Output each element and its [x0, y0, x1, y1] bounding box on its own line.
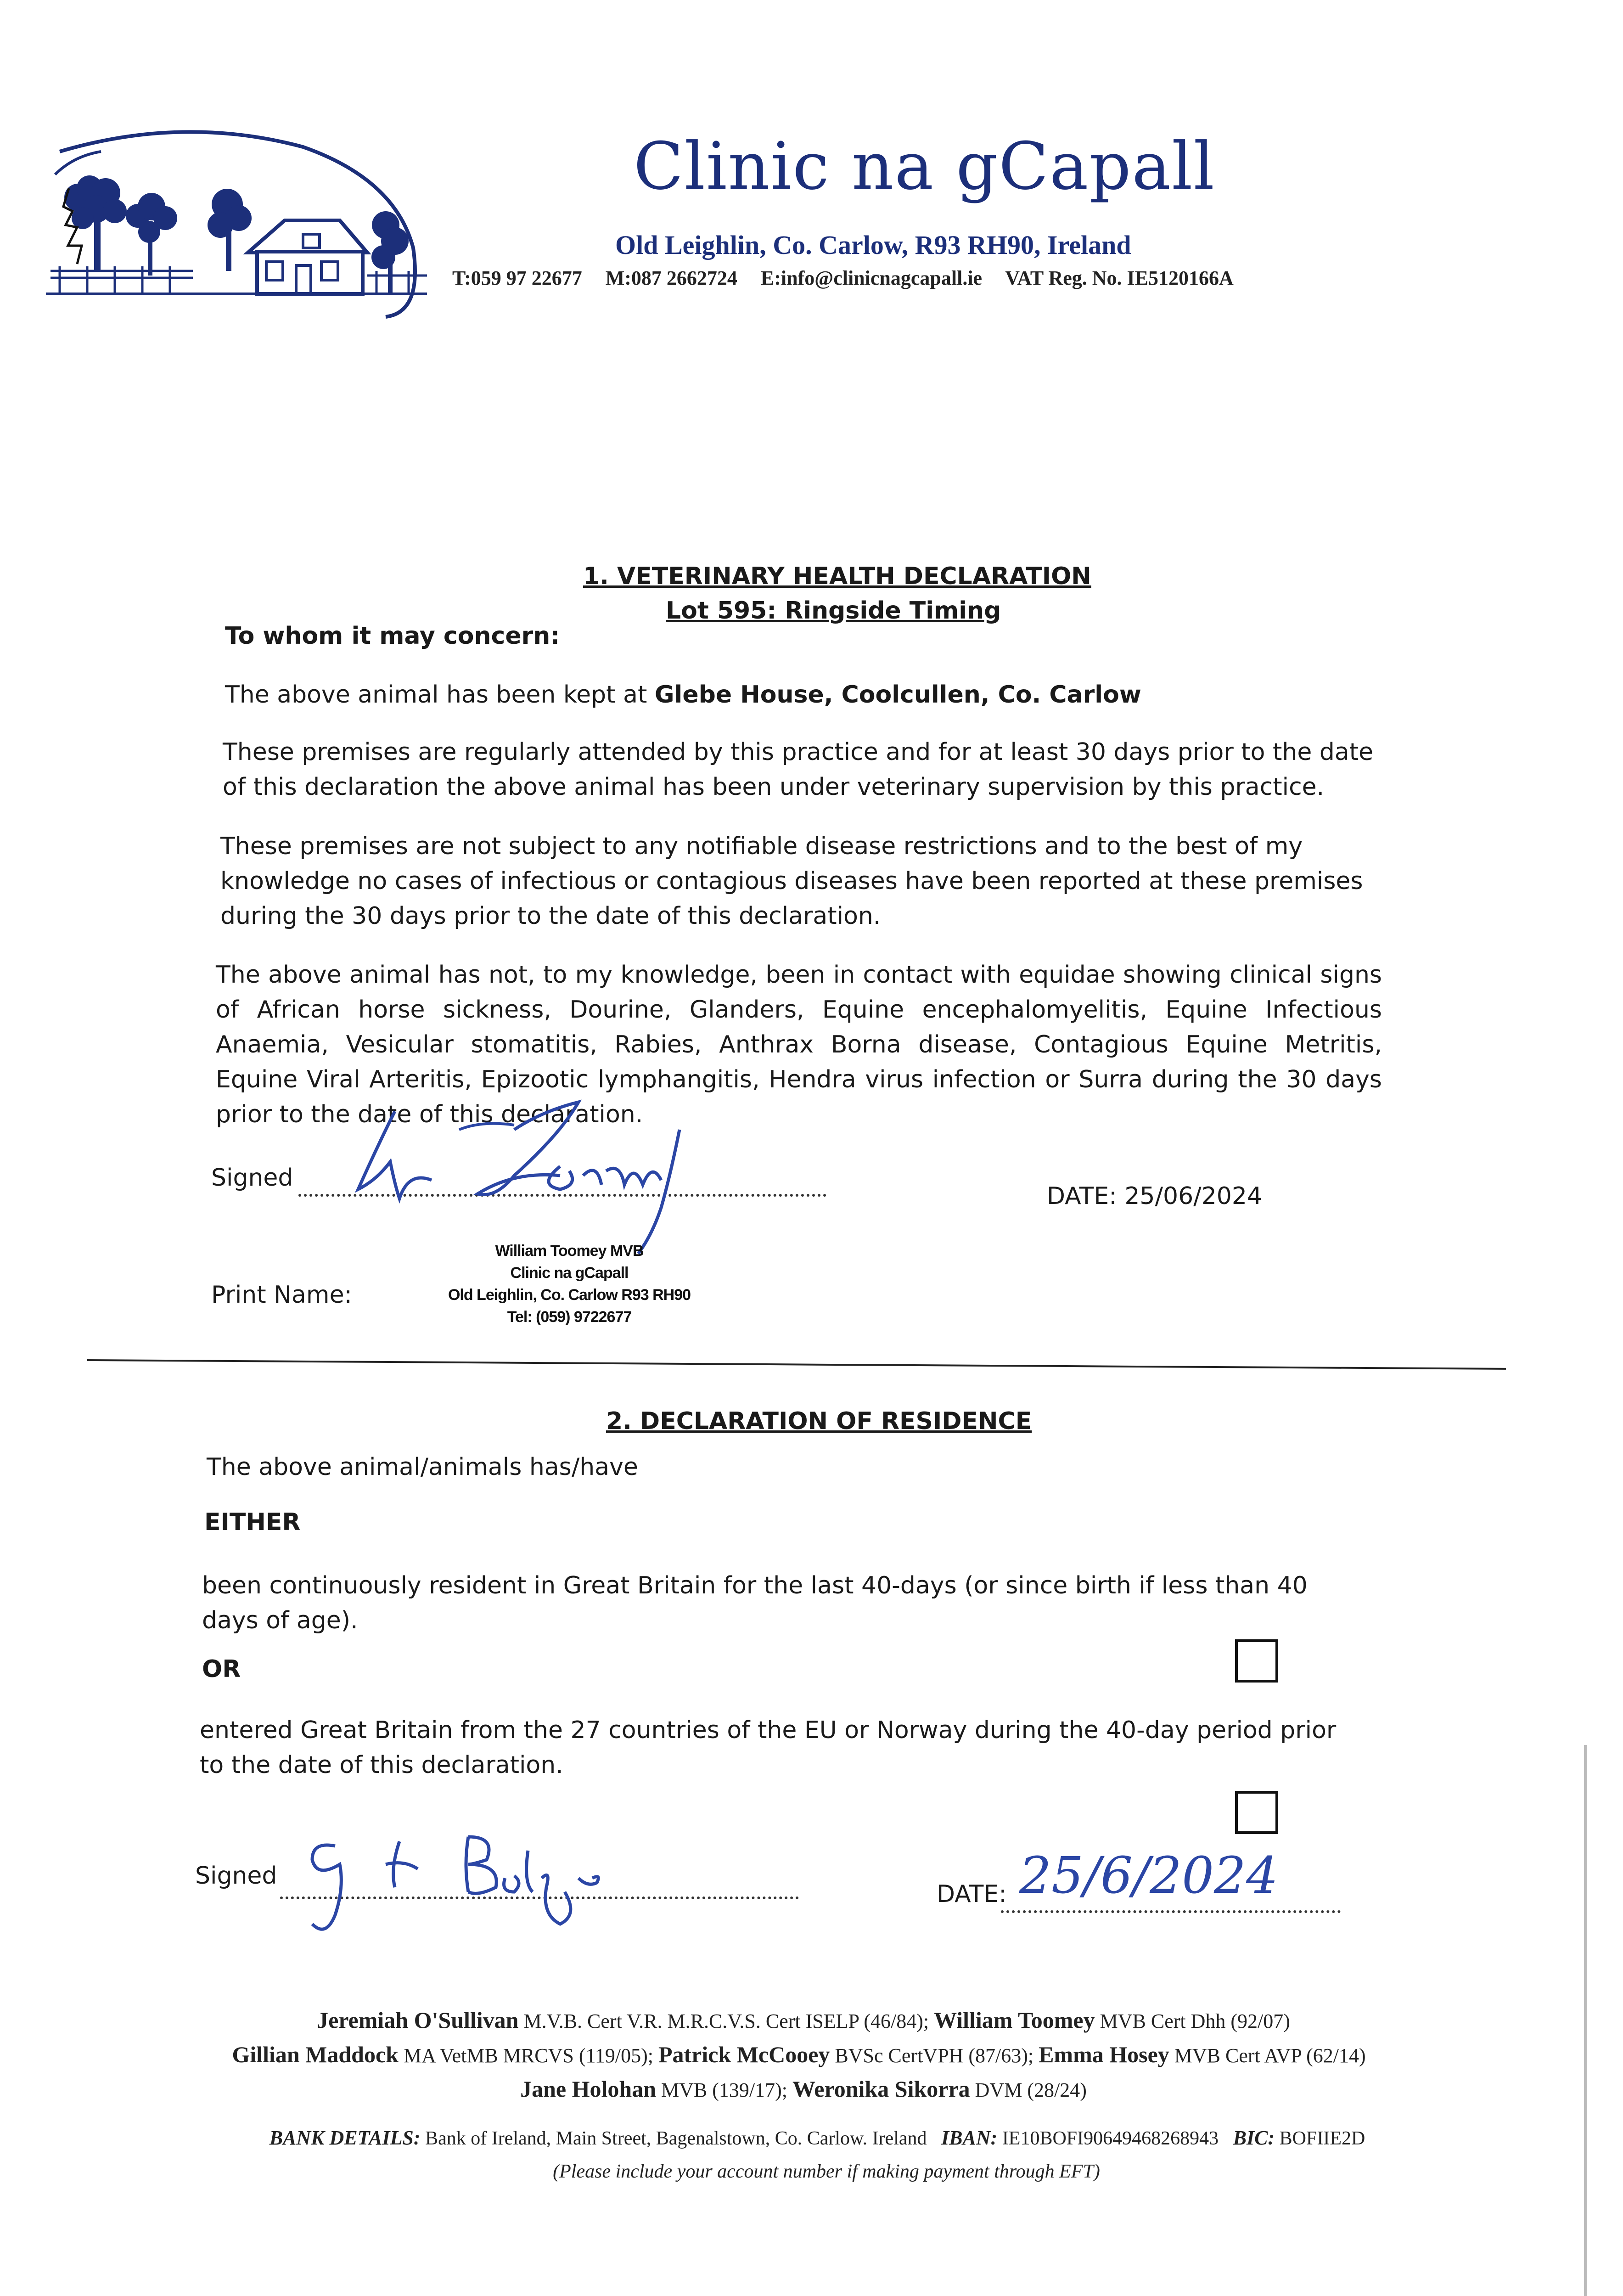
section2-title: 2. DECLARATION OF RESIDENCE	[606, 1407, 1032, 1435]
bic-label: BIC:	[1233, 2127, 1275, 2149]
option-resident-gb: been continuously resident in Great Britain for the last 40-days (or since birth if less than 40 days of age).	[202, 1572, 1308, 1634]
payment-note: (Please include your account number if making payment through EFT)	[553, 2161, 1100, 2182]
staff-line-1	[138, 2007, 1469, 2033]
kept-prefix: The above animal has been kept at	[225, 681, 647, 709]
staff-cred-sikorra: DVM (28/24)	[975, 2079, 1087, 2101]
staff-name-toomey: William Toomey	[934, 2007, 1095, 2033]
staff-name-holohan: Jane Holohan	[520, 2076, 657, 2102]
lot-title: Lot 595: Ringside Timing	[666, 597, 1001, 625]
stamp-line-2: Clinic na gCapall	[510, 1264, 629, 1282]
staff-cred-toomey: MVB Cert Dhh (92/07)	[1100, 2010, 1290, 2032]
option-entered-gb: entered Great Britain from the 27 countries of the EU or Norway during the 40-day period prior to the date of this declaration.	[200, 1716, 1337, 1779]
clinic-address: Old Leighlin, Co. Carlow, R93 RH90, Ireland	[615, 230, 1131, 260]
residence-intro: The above animal/animals has/have	[207, 1453, 638, 1481]
print-name-label: Print Name:	[211, 1281, 353, 1309]
staff-name-hosey: Emma Hosey	[1039, 2042, 1169, 2067]
stamp-line-3: Old Leighlin, Co. Carlow R93 RH90	[448, 1286, 691, 1304]
checkbox-option-1[interactable]	[1235, 1639, 1278, 1683]
handwritten-date: 25/6/2024	[1019, 1846, 1279, 1905]
salutation: To whom it may concern:	[225, 622, 560, 650]
staff-name-osullivan: Jeremiah O'Sullivan	[317, 2007, 519, 2033]
section1-title: 1. VETERINARY HEALTH DECLARATION	[583, 563, 1091, 590]
or-label: OR	[202, 1655, 241, 1683]
clinic-email: E:info@clinicnagcapall.ie	[760, 267, 983, 289]
either-label: EITHER	[204, 1508, 301, 1536]
kept-location: Glebe House, Coolcullen, Co. Carlow	[654, 681, 1141, 709]
staff-cred-mccooey: BVSc CertVPH (87/63);	[835, 2044, 1034, 2067]
staff-cred-osullivan: M.V.B. Cert V.R. M.R.C.V.S. Cert ISELP (46/84);	[523, 2010, 929, 2032]
clinic-logo-illustration	[46, 119, 427, 335]
disease-restrictions-paragraph: These premises are not subject to any notifiable disease restrictions and to the best of my knowledge no cases of infectious or contagious diseases have been reported at these premises during the 30 days prior to the date of this declaration.	[220, 833, 1363, 930]
bic-value: BOFIIE2D	[1279, 2128, 1365, 2149]
checkbox-option-2[interactable]	[1235, 1791, 1278, 1834]
stamp-line-1: William Toomey MVB	[495, 1242, 644, 1260]
staff-name-sikorra: Weronika Sikorra	[792, 2076, 970, 2102]
section-divider	[87, 1359, 1506, 1370]
declaration-date: DATE: 25/06/2024	[1047, 1182, 1263, 1210]
clinic-vat: VAT Reg. No. IE5120166A	[1005, 267, 1234, 289]
clinic-contact-line	[452, 266, 1252, 290]
clinic-name: Clinic na gCapall	[634, 129, 1215, 204]
staff-cred-hosey: MVB Cert AVP (62/14)	[1174, 2044, 1366, 2067]
owner-signature	[285, 1809, 698, 1947]
iban-value: IE10BOFI90649468268943	[1002, 2128, 1219, 2149]
supervision-paragraph: These premises are regularly attended by this practice and for at least 30 days prior to the date of this declaration the above animal has been under veterinary supervision by this practice.	[223, 738, 1374, 801]
staff-line-2	[110, 2041, 1488, 2068]
scan-edge-line	[1584, 1745, 1587, 2296]
bank-value: Bank of Ireland, Main Street, Bagenalstown, Co. Carlow. Ireland	[425, 2128, 927, 2149]
vet-stamp	[432, 1240, 707, 1328]
clinic-phone: T:059 97 22677	[452, 267, 582, 289]
date-label-2: DATE:	[937, 1880, 1007, 1908]
signed-label-2: Signed	[195, 1862, 277, 1890]
staff-line-3	[138, 2076, 1469, 2102]
date-line-2	[1001, 1910, 1341, 1913]
bank-label: BANK DETAILS:	[269, 2127, 421, 2149]
bank-details	[106, 2126, 1529, 2150]
staff-cred-holohan: MVB (139/17);	[661, 2079, 788, 2101]
stamp-line-4: Tel: (059) 9722677	[507, 1308, 632, 1326]
signed-label-1: Signed	[211, 1164, 293, 1192]
clinic-mobile: M:087 2662724	[605, 267, 737, 289]
kept-at-paragraph	[225, 677, 1391, 712]
staff-name-mccooey: Patrick McCooey	[658, 2042, 830, 2067]
staff-cred-maddock: MA VetMB MRCVS (119/05);	[403, 2044, 653, 2067]
iban-label: IBAN:	[941, 2127, 998, 2149]
staff-name-maddock: Gillian Maddock	[232, 2042, 399, 2067]
equidae-contact-paragraph: The above animal has not, to my knowledge, been in contact with equidae showing clinical signs of African horse sickness, Dourine, Glanders, Equine encephalomyelitis, Equine Infectious Anaemia, Vesicular stomatitis, Rabies, Anthrax Borna disease, Contagious Equine Metritis, Equine Viral Arteritis, Epizootic lymphangitis, Hendra virus infection or Surra during the 30 days prior to the date of this declaration.	[216, 961, 1382, 1128]
